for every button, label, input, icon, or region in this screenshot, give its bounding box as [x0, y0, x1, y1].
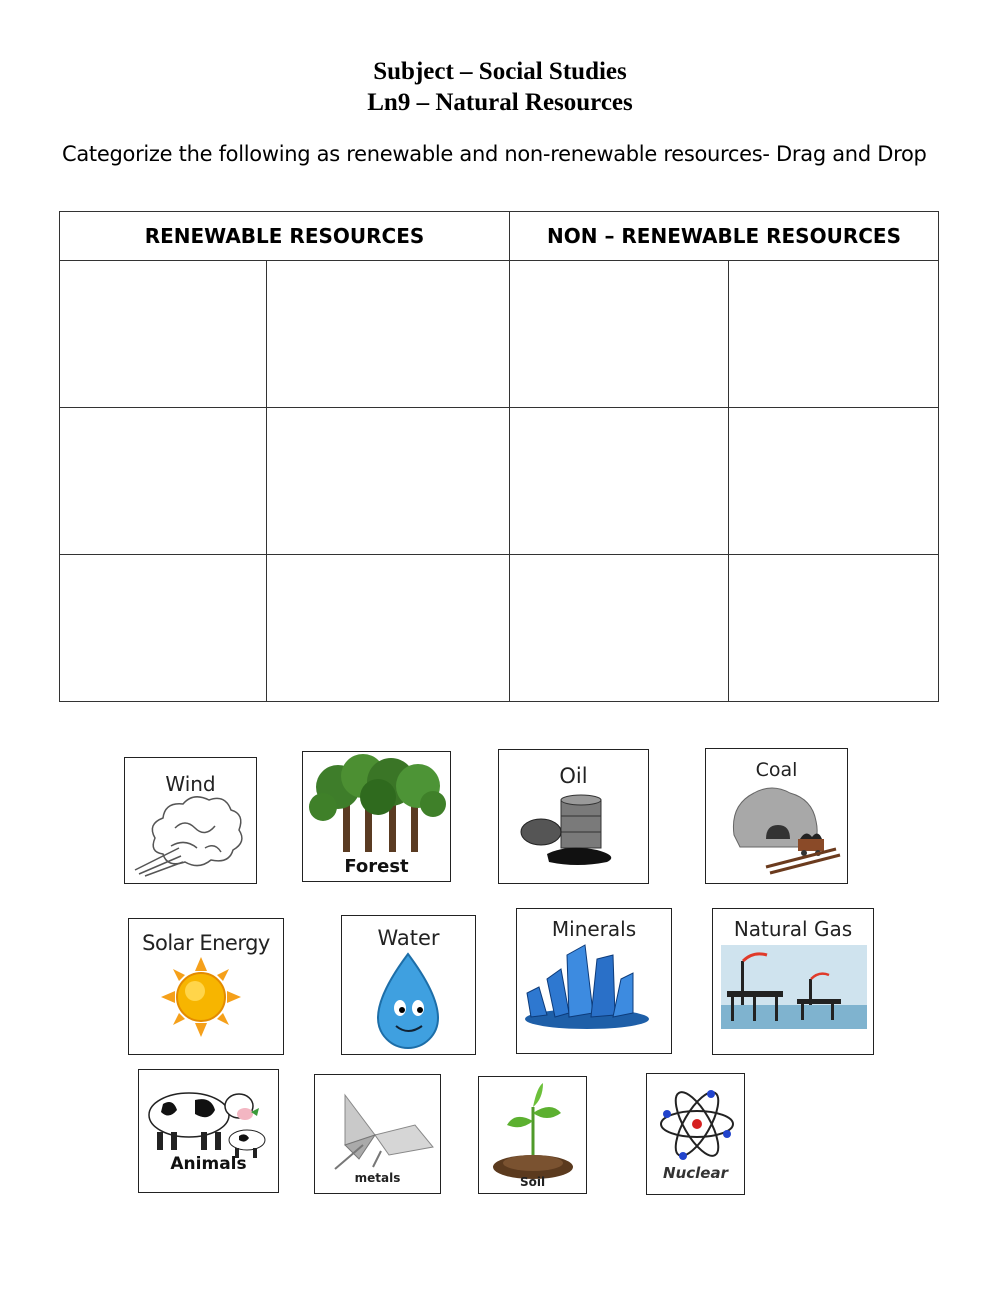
- card-oil-label: Oil: [559, 764, 588, 788]
- drop-zone-nonrenewable-1[interactable]: [510, 261, 729, 408]
- card-wind[interactable]: [124, 757, 257, 884]
- wind-icon: [125, 758, 257, 884]
- coal-icon: [706, 749, 848, 884]
- drop-zone-renewable-2[interactable]: [267, 261, 510, 408]
- lesson-title: Ln9 – Natural Resources: [367, 89, 633, 116]
- drop-zone-nonrenewable-6[interactable]: [729, 555, 939, 702]
- cow-icon: [139, 1070, 279, 1193]
- sun-icon: [129, 919, 284, 1055]
- drop-zone-renewable-4[interactable]: [267, 408, 510, 555]
- card-soil[interactable]: [478, 1076, 587, 1194]
- card-metals[interactable]: [314, 1074, 441, 1194]
- renewable-header: RENEWABLE RESOURCES: [60, 212, 510, 261]
- sorting-table: [59, 211, 939, 702]
- card-oil[interactable]: [498, 749, 649, 884]
- card-nuclear[interactable]: [646, 1073, 745, 1195]
- card-forest-label: Forest: [344, 856, 409, 877]
- card-solar-energy[interactable]: [128, 918, 284, 1055]
- drop-zone-renewable-6[interactable]: [267, 555, 510, 702]
- drop-zone-nonrenewable-5[interactable]: [510, 555, 729, 702]
- instruction-text: Categorize the following as renewable and non-renewable resources- Drag and Drop: [62, 142, 927, 166]
- drop-zone-nonrenewable-3[interactable]: [510, 408, 729, 555]
- subject-title: Subject – Social Studies: [373, 58, 627, 85]
- card-minerals-label: Minerals: [551, 917, 637, 941]
- drop-zone-renewable-3[interactable]: [60, 408, 267, 555]
- card-animals-label: Animals: [170, 1154, 247, 1174]
- card-water-label: Water: [377, 926, 440, 950]
- card-water[interactable]: [341, 915, 476, 1055]
- card-natural-gas[interactable]: [712, 908, 874, 1055]
- card-natural-gas-label: Natural Gas: [733, 917, 853, 941]
- drop-zone-renewable-5[interactable]: [60, 555, 267, 702]
- gas-platform-icon: [713, 909, 874, 1055]
- card-solar-energy-label: Solar Energy: [142, 931, 270, 955]
- water-drop-icon: [342, 916, 476, 1055]
- card-wind-label: Wind: [165, 772, 216, 796]
- card-minerals[interactable]: [516, 908, 672, 1054]
- card-soil-label: Soil: [519, 1175, 546, 1189]
- card-metals-label: metals: [354, 1171, 401, 1185]
- card-forest[interactable]: [302, 751, 451, 882]
- drop-zone-renewable-1[interactable]: [60, 261, 267, 408]
- nonrenewable-header: NON – RENEWABLE RESOURCES: [510, 212, 939, 261]
- card-nuclear-label: Nuclear: [663, 1164, 728, 1182]
- drop-zone-nonrenewable-4[interactable]: [729, 408, 939, 555]
- drop-zone-nonrenewable-2[interactable]: [729, 261, 939, 408]
- minerals-icon: [517, 909, 672, 1054]
- card-coal[interactable]: [705, 748, 848, 884]
- card-coal-label: Coal: [755, 759, 798, 781]
- oil-icon: [499, 750, 649, 884]
- card-animals[interactable]: [138, 1069, 279, 1193]
